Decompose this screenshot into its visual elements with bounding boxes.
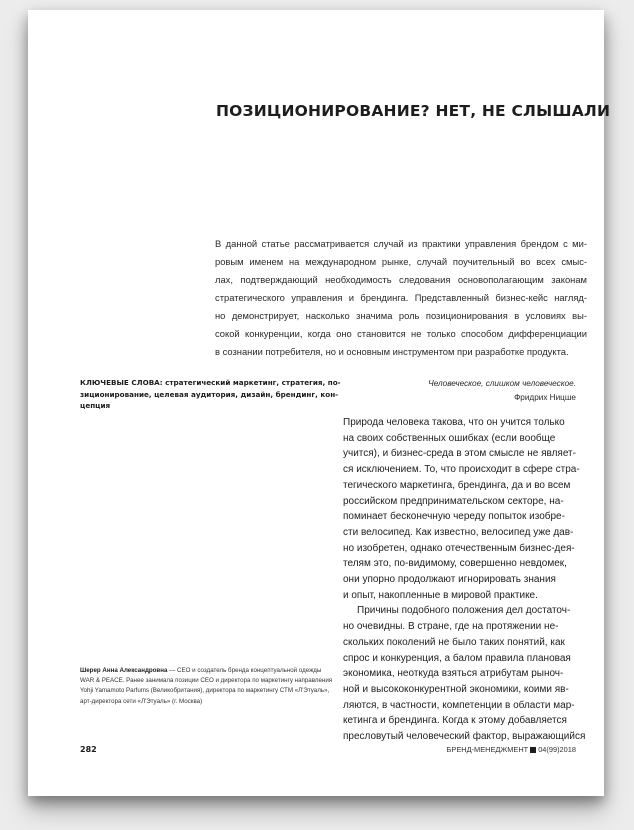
body-line: российском предпринимательском секторе, на- [343, 495, 564, 507]
author-name: Шерер Анна Александровна [80, 667, 168, 674]
article-title: ПОЗИЦИОНИРОВАНИЕ? НЕТ, НЕ СЛЫШАЛИ [216, 102, 611, 120]
article-body [343, 415, 588, 745]
body-line: тегического маркетинга, брендинга, да и во всем [343, 479, 571, 491]
abstract-line: В данной статье рассматривается случай из практики управления брендом с ми- [215, 238, 587, 249]
page-number: 282 [80, 745, 97, 754]
abstract-line: стратегического управления и брендинга. Представленный бизнес-кейс нагляд- [215, 292, 587, 303]
bio-line: WAR & PEACE. Ранее занимала позиции СЕО и директора по маркетингу направления [80, 677, 333, 685]
body-line: телям это, по-видимому, совершенно невдомек, [343, 558, 567, 570]
epigraph-quote: Человеческое, слишком человеческое. [428, 379, 576, 388]
body-line: скольких поколений не было таких понятий, как [343, 636, 565, 648]
keywords-line: зиционирование, целевая аудитория, дизайн, брендинг, кон- [80, 389, 339, 399]
journal-issue: 04(99)2018 [538, 745, 576, 754]
epigraph [428, 378, 576, 404]
body-line: они упорно продолжают игнорировать знания [343, 574, 556, 586]
bio-line: арт-директора сети «Л'Этуаль» (г. Москва) [80, 697, 203, 705]
journal-footer [447, 745, 576, 754]
body-line: ляются, в частности, компетенции в области мар- [343, 699, 575, 711]
body-line: Причины подобного положения дел достаточ- [357, 605, 571, 617]
abstract-line: но демонстрирует, насколько значима роль позиционирования в условиях вы- [215, 310, 587, 321]
keywords-line: цепция [80, 401, 111, 410]
abstract-line: в сознании потребителя, но и основным инструментом при разработке продукта. [215, 346, 569, 357]
keywords-block [80, 377, 341, 412]
body-line: и опыт, накопленные в мировой практике. [343, 589, 538, 601]
body-line: но очевидны. В стране, где на протяжении не- [343, 621, 559, 633]
abstract-line: ровым именем на международном рынке, случай поучительный во всех смыс- [215, 256, 587, 267]
author-bio [80, 666, 333, 707]
body-line: ся исключением. То, что происходит в сфере стра- [343, 464, 580, 476]
body-line: пресловутый человеческий фактор, выражающийся [343, 731, 586, 743]
bio-line-rest: — СЕО и создатель бренда концептуальной одежды [167, 667, 322, 674]
body-line: сти велосипед. Как известно, велосипед уже дав- [343, 526, 574, 538]
body-line: учится), и бизнес-среда в этом смысле не являет- [343, 448, 576, 460]
body-line: Природа человека такова, что он учится только [343, 417, 565, 428]
document-page [28, 10, 611, 796]
abstract-line: лах, подтверждающий необходимость следования основополагающим законам [215, 274, 587, 285]
body-line: на своих собственных ошибках (если вообще [343, 432, 556, 444]
square-separator-icon [530, 747, 536, 753]
body-line: спрос и конкуренция, а балом правила плановая [343, 652, 571, 664]
abstract-line: сокой конкуренции, когда оно становится не только способом дифференциации [215, 328, 587, 339]
article-abstract [215, 235, 587, 361]
body-line: но изобретен, однако отечественным бизнес-дея- [343, 542, 575, 554]
keywords-line: КЛЮЧЕВЫЕ СЛОВА: стратегический маркетинг, стратегия, по- [80, 378, 341, 387]
journal-name: БРЕНД-МЕНЕДЖМЕНТ [446, 745, 529, 754]
epigraph-author: Фридрих Ницше [514, 392, 576, 402]
bio-line: Yohji Yamamoto Parfums (Великобритания), директора по маркетингу СТМ «Л'Этуаль», [80, 687, 330, 695]
body-line: экономика, неоткуда взяться атрибутам рыноч- [343, 668, 564, 680]
bio-line [80, 666, 328, 676]
body-line: поминает бесконечную череду попыток изобре- [343, 511, 565, 523]
body-line: ной и высококонкурентной экономики, коими яв- [343, 683, 569, 695]
body-line: кетинга и брендинга. Когда к этому добавляется [343, 715, 567, 727]
